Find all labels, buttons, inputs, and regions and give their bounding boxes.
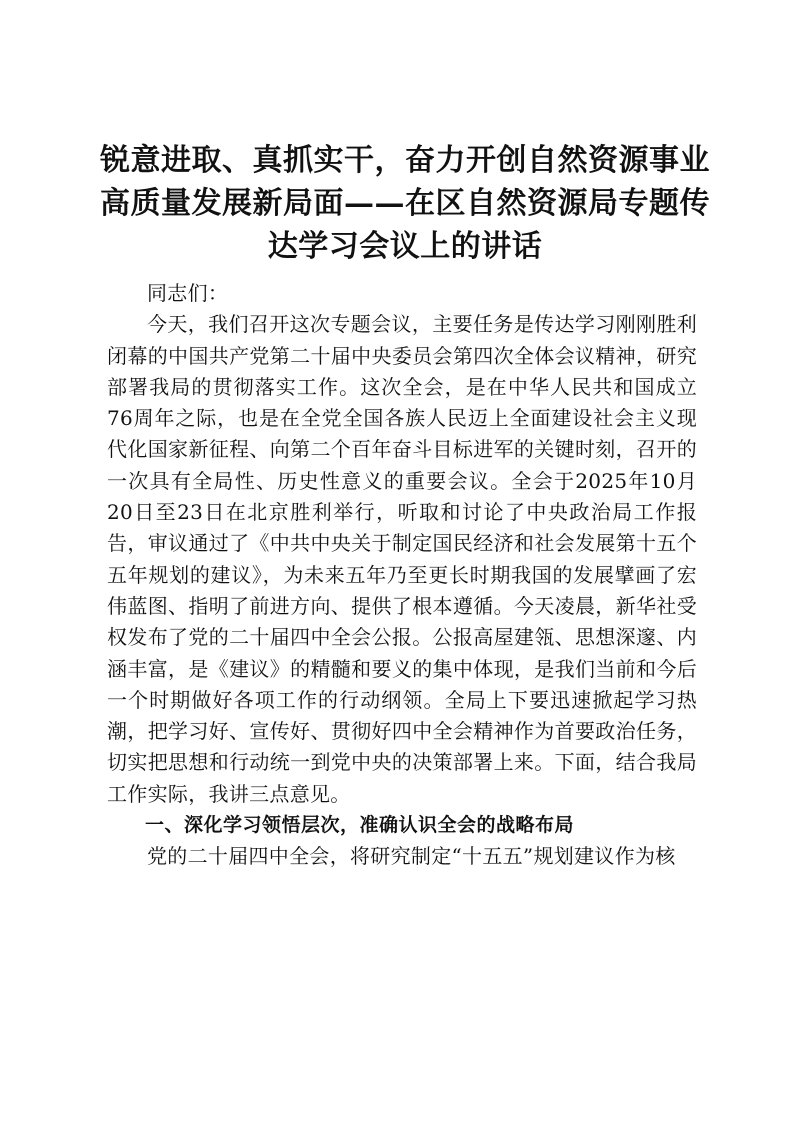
body-paragraph: 党的二十届四中全会，将研究制定“十五五”规划建议作为核 <box>147 844 676 869</box>
body-paragraph: 今天，我们召开这次专题会议，主要任务是传达学习刚刚胜利闭幕的中国共产党第二十届中央委员会第四次全体会议精神，研究部署我局的贯彻落实工作。这次全会，是在中华人民共和国成立76周年之际，也是在全党全国各族人民迈上全面建设社会主义现代化国家新征程、向第二个百年奋斗目标进军的关键时刻，召开的一次具有全局性、历史性意义的重要会议。全会于2025年10月20日至23日在北京胜利举行，听取和讨论了中央政治局工作报告，审议通过了《中共中央关于制定国民经济和社会发展第十五个五年规划的建议》，为未来五年乃至更长时期我国的发展擘画了宏伟蓝图、指明了前进方向、提供了根本遵循。今天凌晨，新华社受权发布了党的二十届四中全会公报。公报高屋建瓴、思想深邃、内涵丰富，是《建议》的精髓和要义的集中体现，是我们当前和今后一个时期做好各项工作的行动纲领。全局上下要迅速掀起学习热潮，把学习好、宣传好、贯彻好四中全会精神作为首要政治任务，切实把思想和行动统一到党中央的决策部署上来。下面，结合我局工作实际，我讲三点意见。 <box>107 312 697 806</box>
document-title: 锐意进取、真抓实干，奋力开创自然资源事业高质量发展新局面——在区自然资源局专题传达学习会议上的讲话 <box>100 143 710 264</box>
salutation: 同志们： <box>147 281 229 305</box>
section-heading: 一、深化学习领悟层次，准确认识全会的战略布局 <box>145 814 575 837</box>
document-body <box>107 278 697 873</box>
